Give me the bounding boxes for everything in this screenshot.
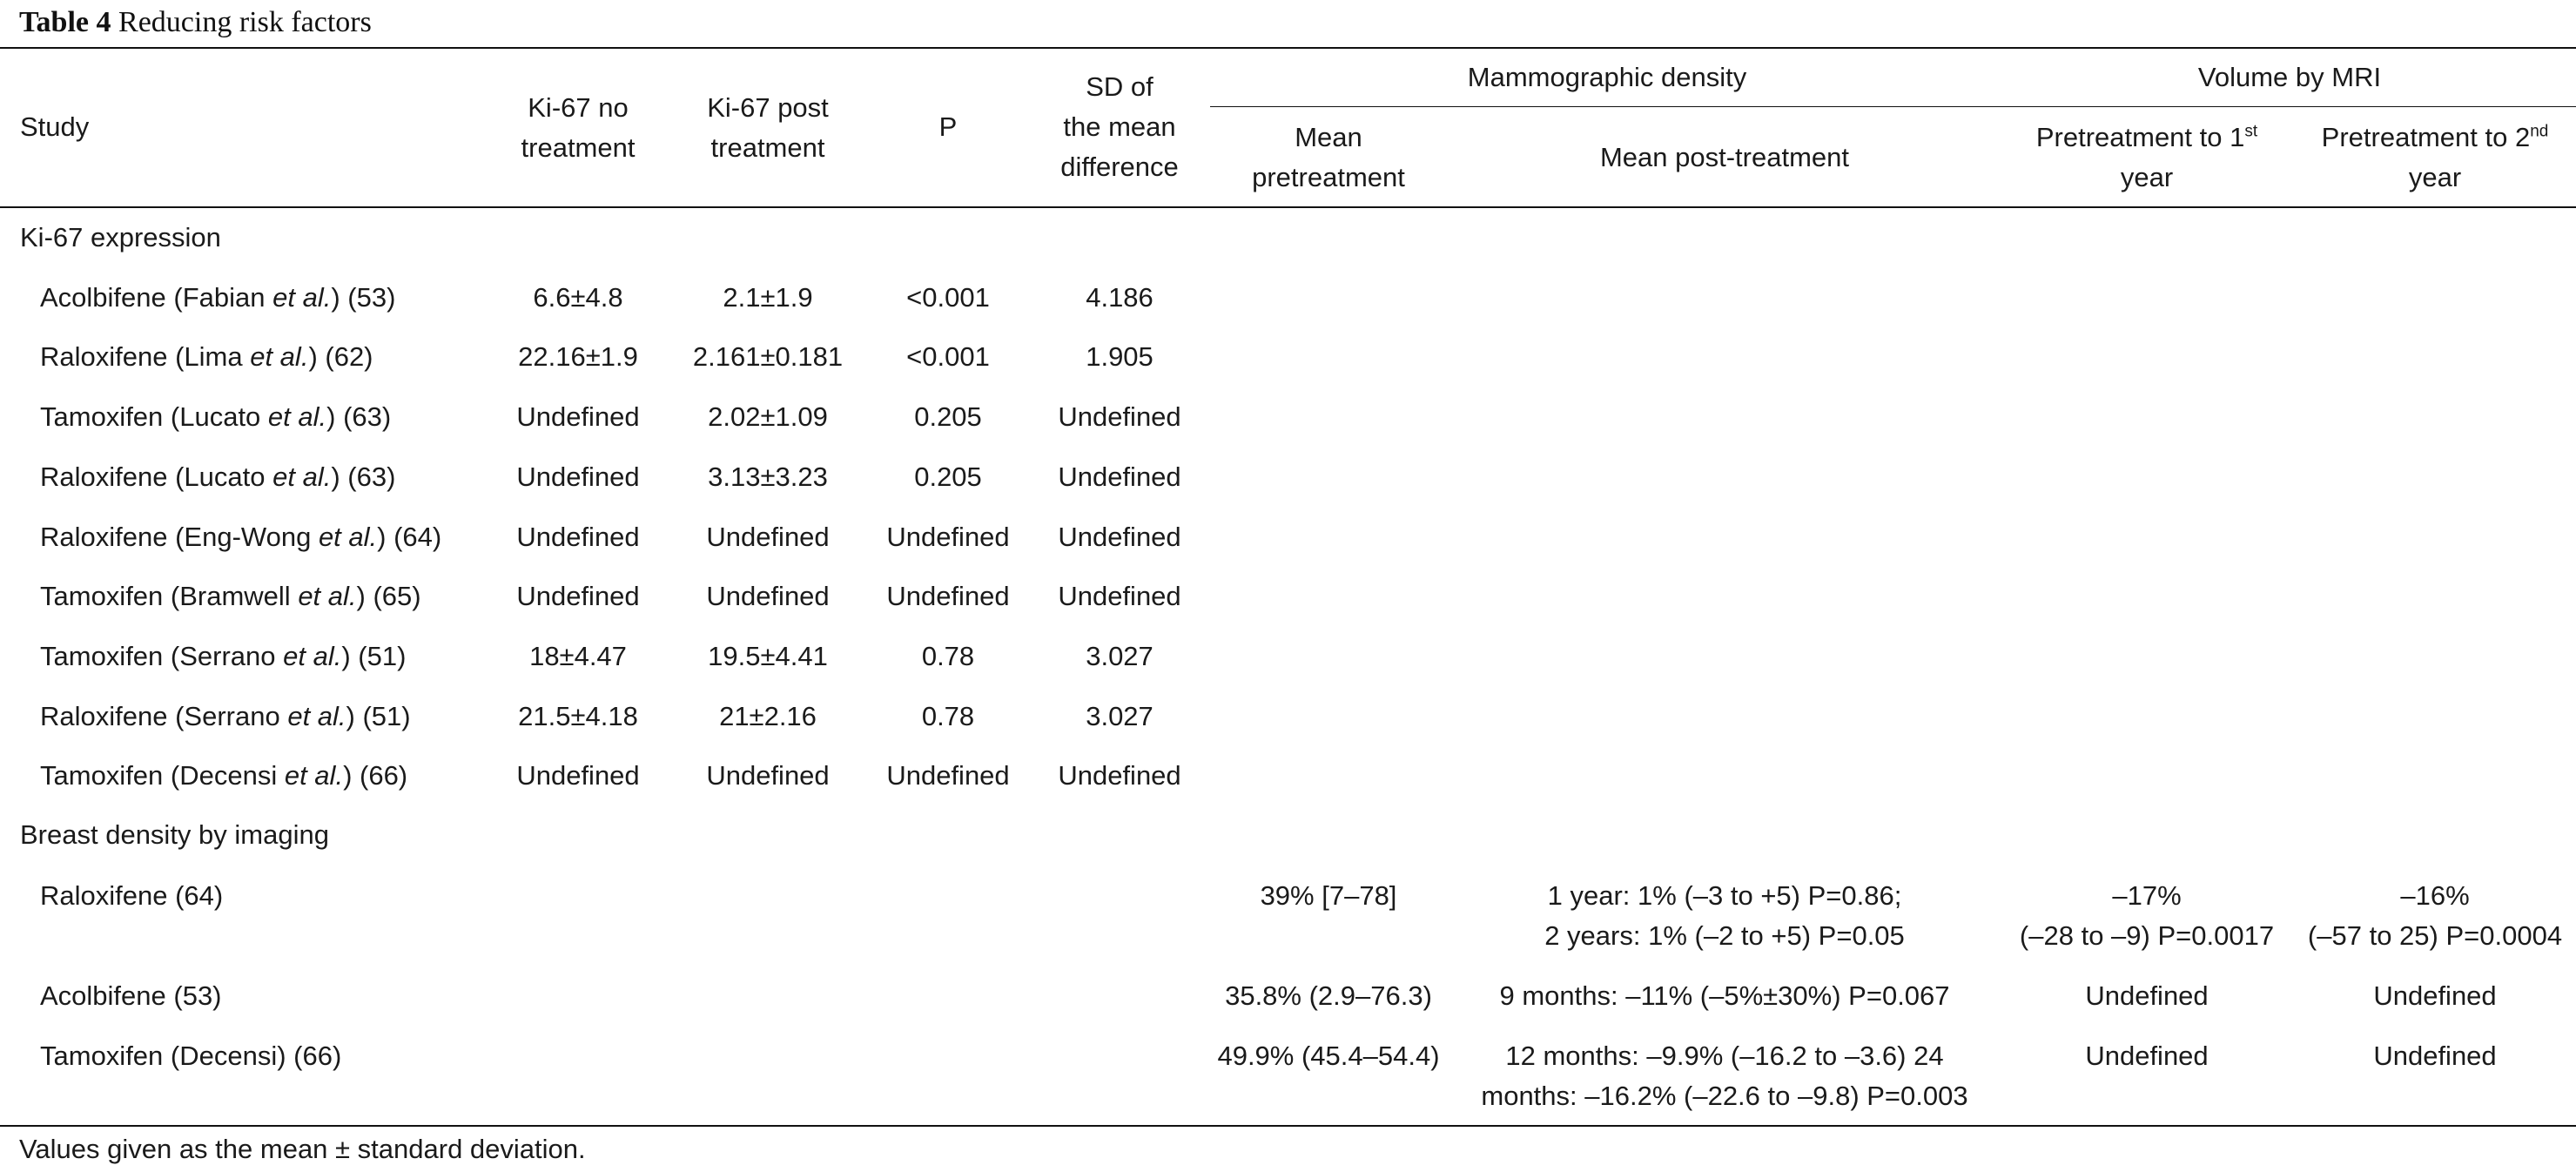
top-rule (0, 47, 2576, 49)
table-title: Reducing risk factors (118, 6, 372, 38)
p-value-cell: 0.78 (921, 641, 975, 671)
study-cell: Tamoxifen (Lucato et al.) (63) (40, 401, 392, 432)
header-pretreatment-to-1st-year: Pretreatment to 1st year (2035, 122, 2258, 192)
study-cell: Tamoxifen (Decensi) (66) (40, 1041, 342, 1071)
header-mean-post-treatment: Mean post-treatment (1599, 142, 1850, 172)
sd-cell: 1.905 (1086, 341, 1153, 372)
ki67-no-treatment-cell: 22.16±1.9 (518, 341, 638, 372)
table-caption (19, 3, 372, 42)
header-pretreatment-to-2nd-year: Pretreatment to 2nd year (2321, 122, 2549, 192)
mri-year2-cell: Undefined (2373, 980, 2497, 1011)
study-cell: Tamoxifen (Decensi et al.) (66) (40, 760, 408, 791)
ki67-post-treatment-cell: 3.13±3.23 (708, 461, 828, 492)
sd-cell: 3.027 (1086, 701, 1153, 731)
study-cell: Raloxifene (Serrano et al.) (51) (40, 701, 411, 731)
mean-post-treatment-cell: 12 months: –9.9% (–16.2 to –3.6) 24 months: –16.2% (–22.6 to –9.8) P=0.003 (1481, 1041, 1968, 1111)
sd-cell: 4.186 (1086, 282, 1153, 313)
study-cell: Tamoxifen (Bramwell et al.) (65) (40, 581, 421, 611)
study-cell: Acolbifene (53) (40, 980, 222, 1011)
ki67-no-treatment-cell: Undefined (516, 581, 640, 611)
sd-cell: Undefined (1058, 522, 1181, 552)
sd-cell: 3.027 (1086, 641, 1153, 671)
p-value-cell: Undefined (886, 760, 1010, 791)
mri-year1-cell: Undefined (2085, 1041, 2209, 1071)
header-mammographic-density: Mammographic density (1467, 62, 1747, 92)
study-cell: Acolbifene (Fabian et al.) (53) (40, 282, 396, 313)
header-bottom-rule (0, 206, 2576, 208)
study-cell: Tamoxifen (Serrano et al.) (51) (40, 641, 407, 671)
sd-cell: Undefined (1058, 401, 1181, 432)
ki67-post-treatment-cell: Undefined (706, 760, 830, 791)
study-cell: Raloxifene (Eng-Wong et al.) (64) (40, 522, 442, 552)
ki67-no-treatment-cell: 6.6±4.8 (533, 282, 623, 313)
p-value-cell: 0.205 (914, 461, 982, 492)
study-cell: Raloxifene (Lima et al.) (62) (40, 341, 373, 372)
table-number: Table 4 (19, 6, 111, 38)
ki67-post-treatment-cell: 19.5±4.41 (708, 641, 828, 671)
bottom-rule (0, 1125, 2576, 1127)
header-ki67-post-treatment: Ki-67 post treatment (707, 92, 829, 163)
table-footnote: Values given as the mean ± standard deviation. (19, 1134, 586, 1164)
ki67-post-treatment-cell: 2.02±1.09 (708, 401, 828, 432)
sd-cell: Undefined (1058, 461, 1181, 492)
header-study: Study (20, 111, 90, 142)
header-p: P (938, 111, 958, 142)
mean-pretreatment-cell: 39% [7–78] (1260, 880, 1397, 911)
mammo-group-rule (1210, 106, 2576, 107)
ki67-no-treatment-cell: Undefined (516, 461, 640, 492)
mean-pretreatment-cell: 49.9% (45.4–54.4) (1217, 1041, 1440, 1071)
mri-year2-cell: Undefined (2373, 1041, 2497, 1071)
section-breast-density: Breast density by imaging (20, 819, 329, 850)
p-value-cell: 0.78 (921, 701, 975, 731)
header-sd-mean-difference: SD of the mean difference (1060, 71, 1179, 182)
ki67-post-treatment-cell: 2.161±0.181 (692, 341, 844, 372)
ki67-post-treatment-cell: Undefined (706, 522, 830, 552)
p-value-cell: Undefined (886, 581, 1010, 611)
ki67-post-treatment-cell: 21±2.16 (719, 701, 817, 731)
p-value-cell: <0.001 (906, 341, 990, 372)
header-ki67-no-treatment: Ki-67 no treatment (521, 92, 636, 163)
mean-pretreatment-cell: 35.8% (2.9–76.3) (1225, 980, 1432, 1011)
ki67-no-treatment-cell: Undefined (516, 522, 640, 552)
ki67-no-treatment-cell: Undefined (516, 760, 640, 791)
header-mean-pretreatment: Mean pretreatment (1252, 122, 1405, 192)
study-cell: Raloxifene (64) (40, 880, 224, 911)
p-value-cell: 0.205 (914, 401, 982, 432)
mri-year2-cell: –16% (–57 to 25) P=0.0004 (2307, 880, 2563, 951)
ki67-no-treatment-cell: 18±4.47 (529, 641, 627, 671)
section-ki67-expression: Ki-67 expression (20, 222, 221, 253)
sd-cell: Undefined (1058, 581, 1181, 611)
mean-post-treatment-cell: 1 year: 1% (–3 to +5) P=0.86; 2 years: 1% (–2 to +5) P=0.05 (1544, 880, 1905, 951)
p-value-cell: Undefined (886, 522, 1010, 552)
mri-year1-cell: –17% (–28 to –9) P=0.0017 (2019, 880, 2275, 951)
mean-post-treatment-cell: 9 months: –11% (–5%±30%) P=0.067 (1499, 980, 1950, 1011)
header-volume-by-mri: Volume by MRI (2197, 62, 2382, 92)
ki67-no-treatment-cell: Undefined (516, 401, 640, 432)
mri-year1-cell: Undefined (2085, 980, 2209, 1011)
study-cell: Raloxifene (Lucato et al.) (63) (40, 461, 396, 492)
p-value-cell: <0.001 (906, 282, 990, 313)
ki67-no-treatment-cell: 21.5±4.18 (518, 701, 638, 731)
sd-cell: Undefined (1058, 760, 1181, 791)
ki67-post-treatment-cell: 2.1±1.9 (723, 282, 813, 313)
ki67-post-treatment-cell: Undefined (706, 581, 830, 611)
